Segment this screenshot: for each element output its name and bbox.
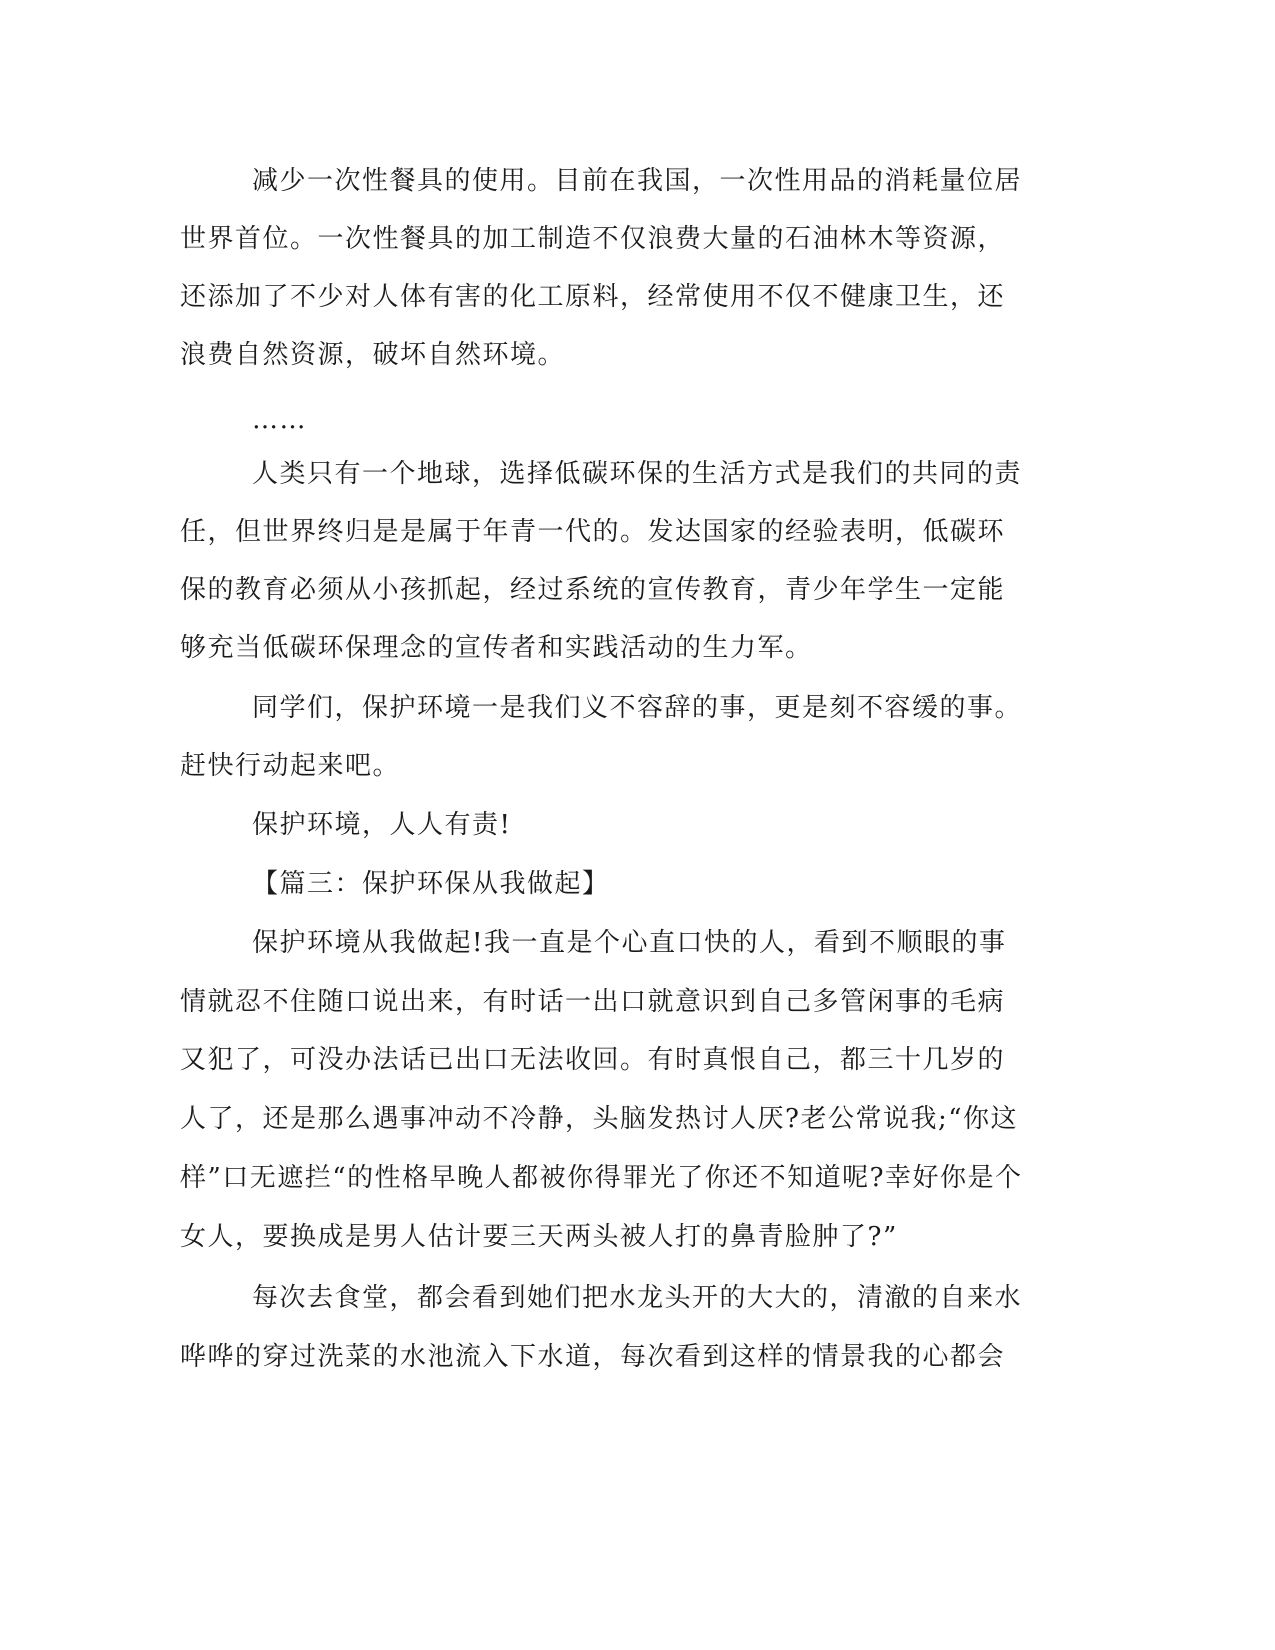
text-line: 赶快行动起来吧。 xyxy=(180,751,401,781)
text-line: 减少一次性餐具的使用。目前在我国，一次性用品的消耗量位居 xyxy=(252,166,1023,196)
text-line: 世界首位。一次性餐具的加工制造不仅浪费大量的石油林木等资源， xyxy=(180,224,1006,254)
text-line: 够充当低碳环保理念的宣传者和实践活动的生力军。 xyxy=(180,633,813,663)
text-line: 保护环境从我做起!我一直是个心直口快的人，看到不顺眼的事 xyxy=(252,928,1007,958)
text-line: 情就忍不住随口说出来，有时话一出口就意识到自己多管闲事的毛病 xyxy=(180,987,1006,1017)
text-line: 还添加了不少对人体有害的化工原料，经常使用不仅不健康卫生，还 xyxy=(180,282,1006,312)
text-line: 哗哗的穿过洗菜的水池流入下水道，每次看到这样的情景我的心都会 xyxy=(180,1342,1006,1372)
text-line: 人类只有一个地球，选择低碳环保的生活方式是我们的共同的责 xyxy=(252,459,1023,489)
text-line: 每次去食堂，都会看到她们把水龙头开的大大的，清澈的自来水 xyxy=(252,1283,1023,1313)
text-line: 女人，要换成是男人估计要三天两头被人打的鼻青脸肿了?” xyxy=(180,1222,898,1252)
text-line: 人了，还是那么遇事冲动不冷静，头脑发热讨人厌?老公常说我;“你这 xyxy=(180,1104,1018,1134)
text-line: 保护环境，人人有责! xyxy=(252,810,512,840)
text-line: 同学们，保护环境一是我们义不容辞的事，更是刻不容缓的事。 xyxy=(252,693,1023,723)
text-line: 又犯了，可没办法话已出口无法收回。有时真恨自己，都三十几岁的 xyxy=(180,1045,1006,1075)
text-line: 保的教育必须从小孩抓起，经过系统的宣传教育，青少年学生一定能 xyxy=(180,575,1006,605)
text-line: 任，但世界终归是是属于年青一代的。发达国家的经验表明，低碳环 xyxy=(180,517,1006,547)
text-line: 浪费自然资源，破坏自然环境。 xyxy=(180,340,566,370)
text-line: 样”口无遮拦“的性格早晚人都被你得罪光了你还不知道呢?幸好你是个 xyxy=(180,1163,1023,1193)
ellipsis-line: …… xyxy=(252,405,307,435)
section-heading: 【篇三：保护环保从我做起】 xyxy=(252,869,610,899)
